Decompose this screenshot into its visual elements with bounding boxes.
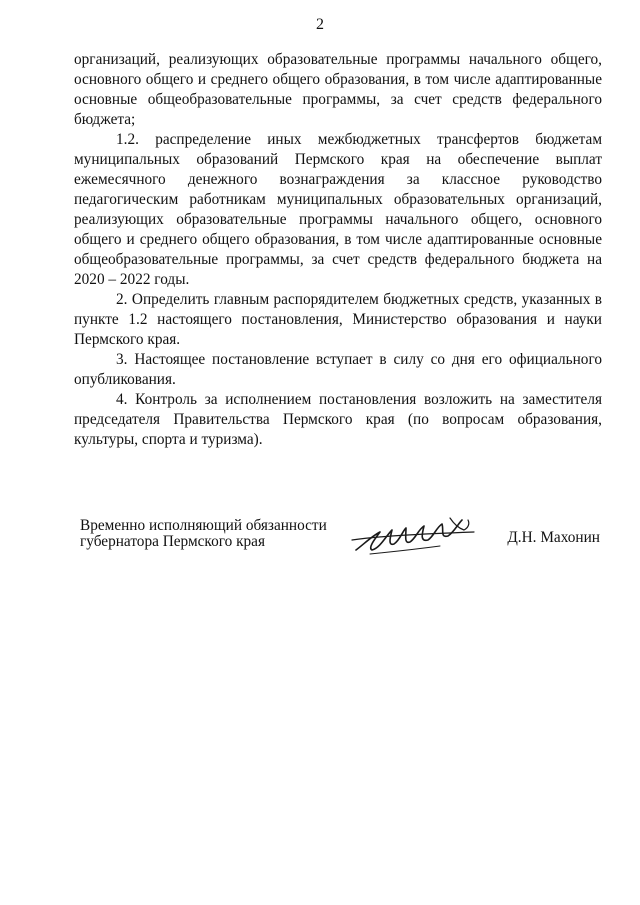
page-number: 2 [316, 16, 324, 33]
signer-title [80, 518, 327, 550]
signer-name: Д.Н. Махонин [507, 529, 600, 546]
handwritten-signature [350, 510, 480, 560]
paragraph-item-2: 2. Определить главным распорядителем бюджетных средств, указанных в пункте 1.2 настоящего постановления, Министерство образования и науки Пермского края. [74, 291, 602, 348]
paragraph-item-3: 3. Настоящее постановление вступает в силу со дня его официального опубликования. [74, 351, 602, 388]
document-body [74, 50, 602, 450]
signer-title-line-2: губернатора Пермского края [80, 533, 266, 550]
paragraph-item-4: 4. Контроль за исполнением постановления возложить на заместителя председателя Правительства Пермского края (по вопросам образования, культуры, спорта и туризма). [74, 391, 602, 448]
paragraph-continuation: организаций, реализующих образовательные программы начального общего, основного общего и среднего общего образования, в том числе адаптированные основные общеобразовательные программы, за счет средств федерального бюджета; [74, 51, 602, 128]
paragraph-item-1-2: 1.2. распределение иных межбюджетных трансфертов бюджетам муниципальных образований Пермского края на обеспечение выплат ежемесячного денежного вознаграждения за классное руководство педагогическим работникам муниципальных образовательных организаций, реализующих образовательные программы начального общего, основного общего и среднего общего образования, в том числе адаптированные основные общеобразовательные программы, за счет средств федерального бюджета на 2020 – 2022 годы. [74, 131, 602, 288]
signer-title-line-1: Временно исполняющий обязанности [80, 517, 327, 534]
signature-block [80, 518, 600, 578]
